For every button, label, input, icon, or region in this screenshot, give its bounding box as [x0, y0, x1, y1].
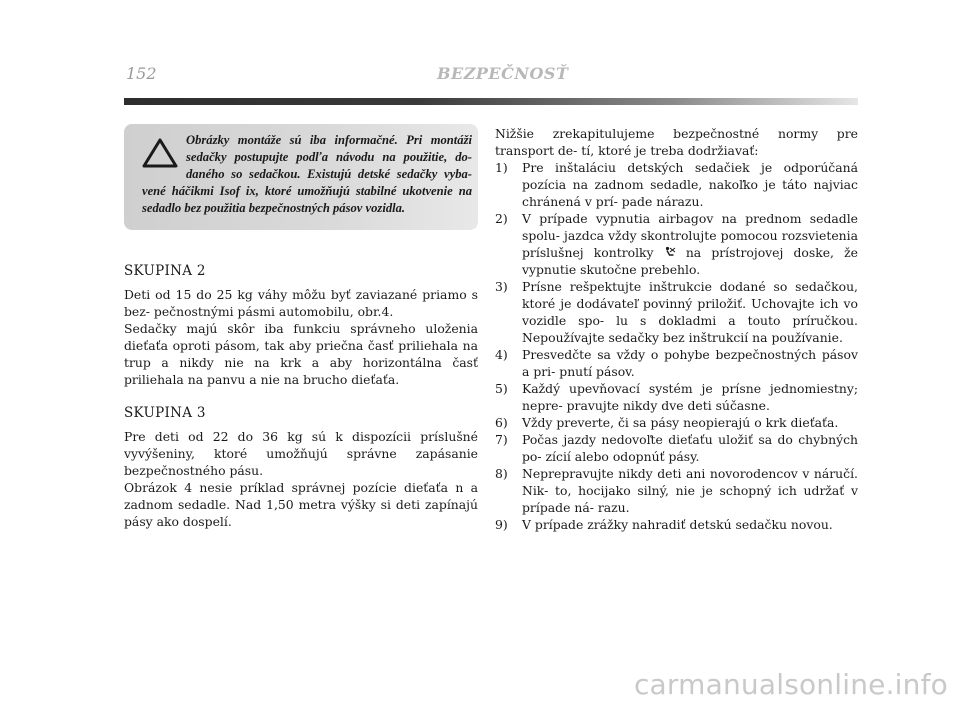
safety-rules-list: [495, 159, 858, 533]
list-item: [495, 414, 858, 431]
list-item-number: 5): [495, 381, 508, 396]
list-item: [495, 380, 858, 414]
group-3-heading: SKUPINA 3: [124, 405, 206, 421]
list-item-text-continued: na prístrojovej doske, že vypnutie skutočne prebehlo.: [522, 245, 858, 277]
list-item: [495, 210, 858, 278]
list-item-text: Pre inštaláciu detských sedačiek je odporúčaná pozícia na zadnom sedadle, nakoľko je táto najviac chránená v prí- pade nárazu.: [522, 160, 858, 209]
list-item-number: 7): [495, 432, 508, 447]
left-column: [124, 262, 478, 530]
list-item-text: V prípade zrážky nahradiť detskú sedačku novou.: [522, 517, 833, 532]
group-2-paragraph-2: Sedačky majú skôr iba funkciu správneho uloženia dieťaťa oproti pásom, tak aby priečna časť priliehala na trup a nikdy nie na krk a aby horizontálna časť priliehala na panvu a nie na brucho dieťaťa.: [124, 321, 478, 387]
list-item: [495, 516, 858, 533]
section-title: BEZPEČNOSŤ: [437, 64, 569, 83]
airbag-off-warning-icon: [664, 246, 676, 258]
list-item-text: Neprepravujte nikdy deti ani novorodencov v náručí. Nik- to, hocijako silný, nie je schopný ich udržať v prípade ná- razu.: [522, 466, 858, 515]
warning-text: Obrázky montáže sú iba informačné. Pri montáži sedačky postupujte podľa návodu na použitie, do- daného so sedačkou. Existujú detské sedačky vyba- vené háčikmi Isof ix, ktoré umožňujú stabilné ukotvenie na sedadlo bez použitia bezpečnostných pásov vozidla.: [142, 133, 472, 215]
list-item: [495, 431, 858, 465]
watermark: carmanualsonline.info: [633, 668, 948, 701]
list-item-text: Vždy preverte, či sa pásy neopierajú o krk dieťaťa.: [522, 415, 839, 430]
list-item-number: 2): [495, 211, 508, 226]
group-2-heading: SKUPINA 2: [124, 263, 206, 279]
list-item: [495, 159, 858, 210]
list-item-number: 1): [495, 160, 508, 175]
list-item: [495, 465, 858, 516]
list-item-text: Každý upevňovací systém je prísne jednomiestny; nepre- pravujte nikdy dve deti súčasne.: [522, 381, 858, 413]
list-item-text: Presvedčte sa vždy o pohybe bezpečnostných pásov a pri- pnutí pásov.: [522, 347, 858, 379]
list-item-number: 6): [495, 415, 508, 430]
list-item-text: Prísne rešpektujte inštrukcie dodané so sedačkou, ktoré je dodávateľ povinný priložiť. Uchovajte ich vo vozidle spo- lu s dokladmi a touto príručkou. Nepoužívajte sedačky bez inštrukcií na používanie.: [522, 279, 858, 345]
right-column: [495, 125, 858, 533]
list-item-number: 9): [495, 517, 508, 532]
list-item-number: 8): [495, 466, 508, 481]
group-3-paragraph-1: Pre deti od 22 do 36 kg sú k dispozícii príslušné vyvýšeniny, ktoré umožňujú správne zapásanie bezpečnostného pásu.: [124, 429, 478, 478]
list-item-number: 3): [495, 279, 508, 294]
list-item-text: Počas jazdy nedovoľte dieťaťu uložiť sa do chybných po- zícií alebo odopnúť pásy.: [522, 432, 858, 464]
safety-rules-intro: Nižšie zrekapitulujeme bezpečnostné normy pre transport de- tí, ktoré je treba dodržiavať:: [495, 126, 858, 158]
header-divider: [124, 98, 858, 105]
page-number: 152: [126, 64, 157, 83]
group-3-paragraph-2: Obrázok 4 nesie príklad správnej pozície dieťaťa n a zadnom sedadle. Nad 1,50 metra výšky si deti zapínajú pásy ako dospelí.: [124, 480, 478, 529]
group-2-paragraph-1: Deti od 15 do 25 kg váhy môžu byť zaviazané priamo s bez- pečnostnými pásmi automobilu, obr.4.: [124, 287, 478, 319]
list-item-number: 4): [495, 347, 508, 362]
list-item: [495, 278, 858, 346]
list-item: [495, 346, 858, 380]
list-item-text: V prípade vypnutia airbagov na prednom sedadle spolu- jazdca vždy skontrolujte pomocou rozsvietenia príslušnej kontrolky: [522, 211, 858, 260]
warning-box: [124, 124, 478, 230]
